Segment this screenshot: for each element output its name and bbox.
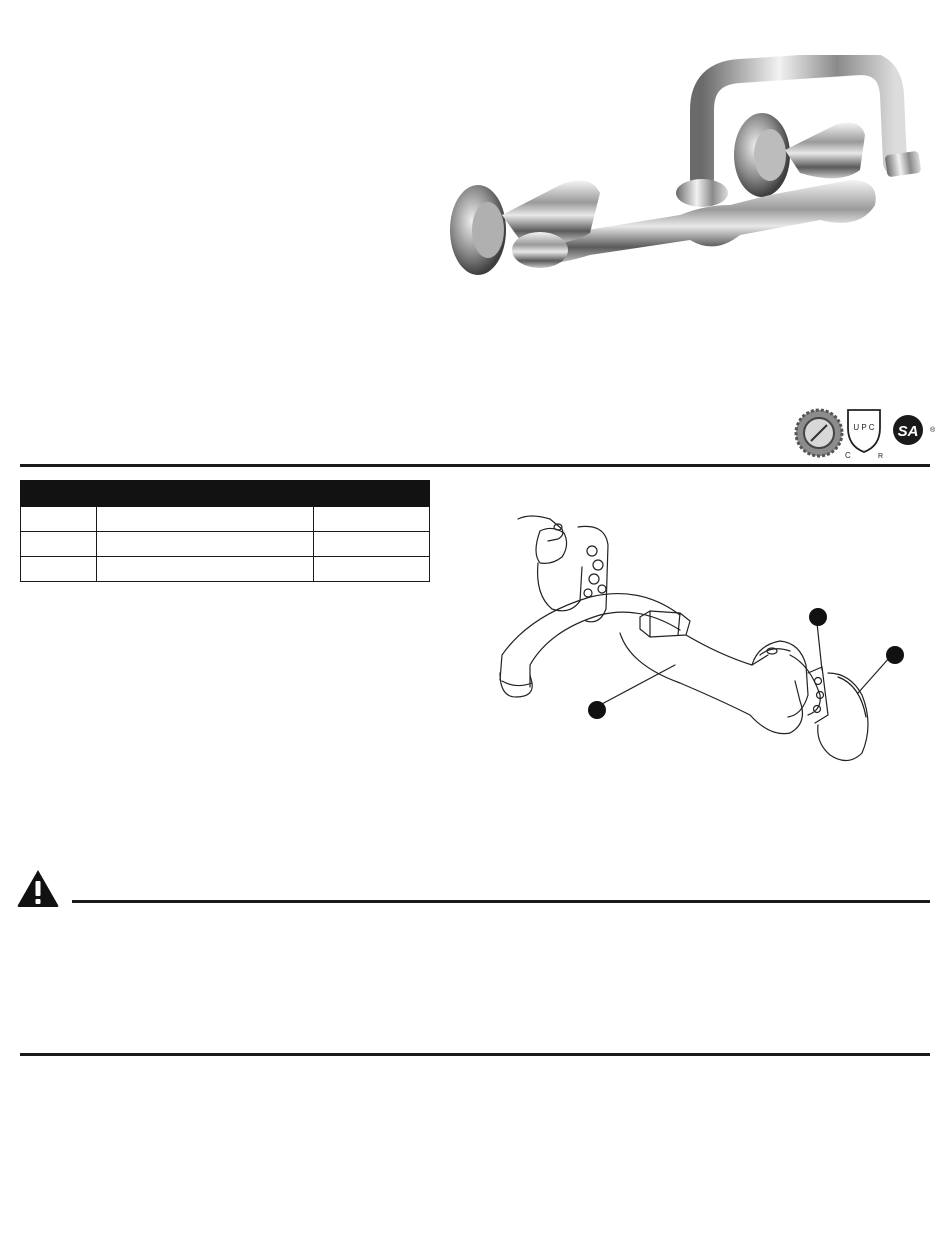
parts-table-header-cell [97, 481, 314, 507]
upc-shield-icon [845, 410, 883, 460]
svg-text:R: R [878, 453, 884, 460]
csa-logo-icon [893, 415, 936, 445]
table-cell [97, 557, 314, 582]
callout-marker [588, 701, 606, 719]
top-divider [20, 464, 930, 467]
parts-table-header-cell [314, 481, 430, 507]
table-row [21, 532, 430, 557]
table-cell [21, 532, 97, 557]
product-photo [440, 55, 940, 295]
svg-text:C: C [845, 451, 851, 460]
svg-text:®: ® [930, 427, 936, 434]
warning-icon [16, 868, 60, 908]
table-cell [314, 557, 430, 582]
diagram-spout [500, 594, 680, 697]
certification-seal-icon [796, 410, 842, 456]
table-cell [314, 532, 430, 557]
table-cell [21, 507, 97, 532]
table-cell [97, 532, 314, 557]
parts-table-header-row [21, 481, 430, 507]
table-cell [21, 557, 97, 582]
diagram-right-handle [752, 641, 820, 717]
bottom-divider [20, 1053, 930, 1056]
parts-table-header-cell [21, 481, 97, 507]
warning-rule [72, 900, 930, 903]
callout-marker [809, 608, 827, 626]
table-cell [314, 507, 430, 532]
parts-table [20, 480, 430, 582]
callout-marker [886, 646, 904, 664]
table-cell [97, 507, 314, 532]
svg-text:SA: SA [897, 423, 919, 440]
certification-marks [790, 402, 940, 460]
svg-text:U P C: U P C [853, 423, 875, 432]
table-row [21, 557, 430, 582]
parts-diagram [490, 505, 920, 770]
diagram-right-flange [808, 667, 868, 761]
diagram-left-handle [518, 516, 608, 622]
table-row [21, 507, 430, 532]
